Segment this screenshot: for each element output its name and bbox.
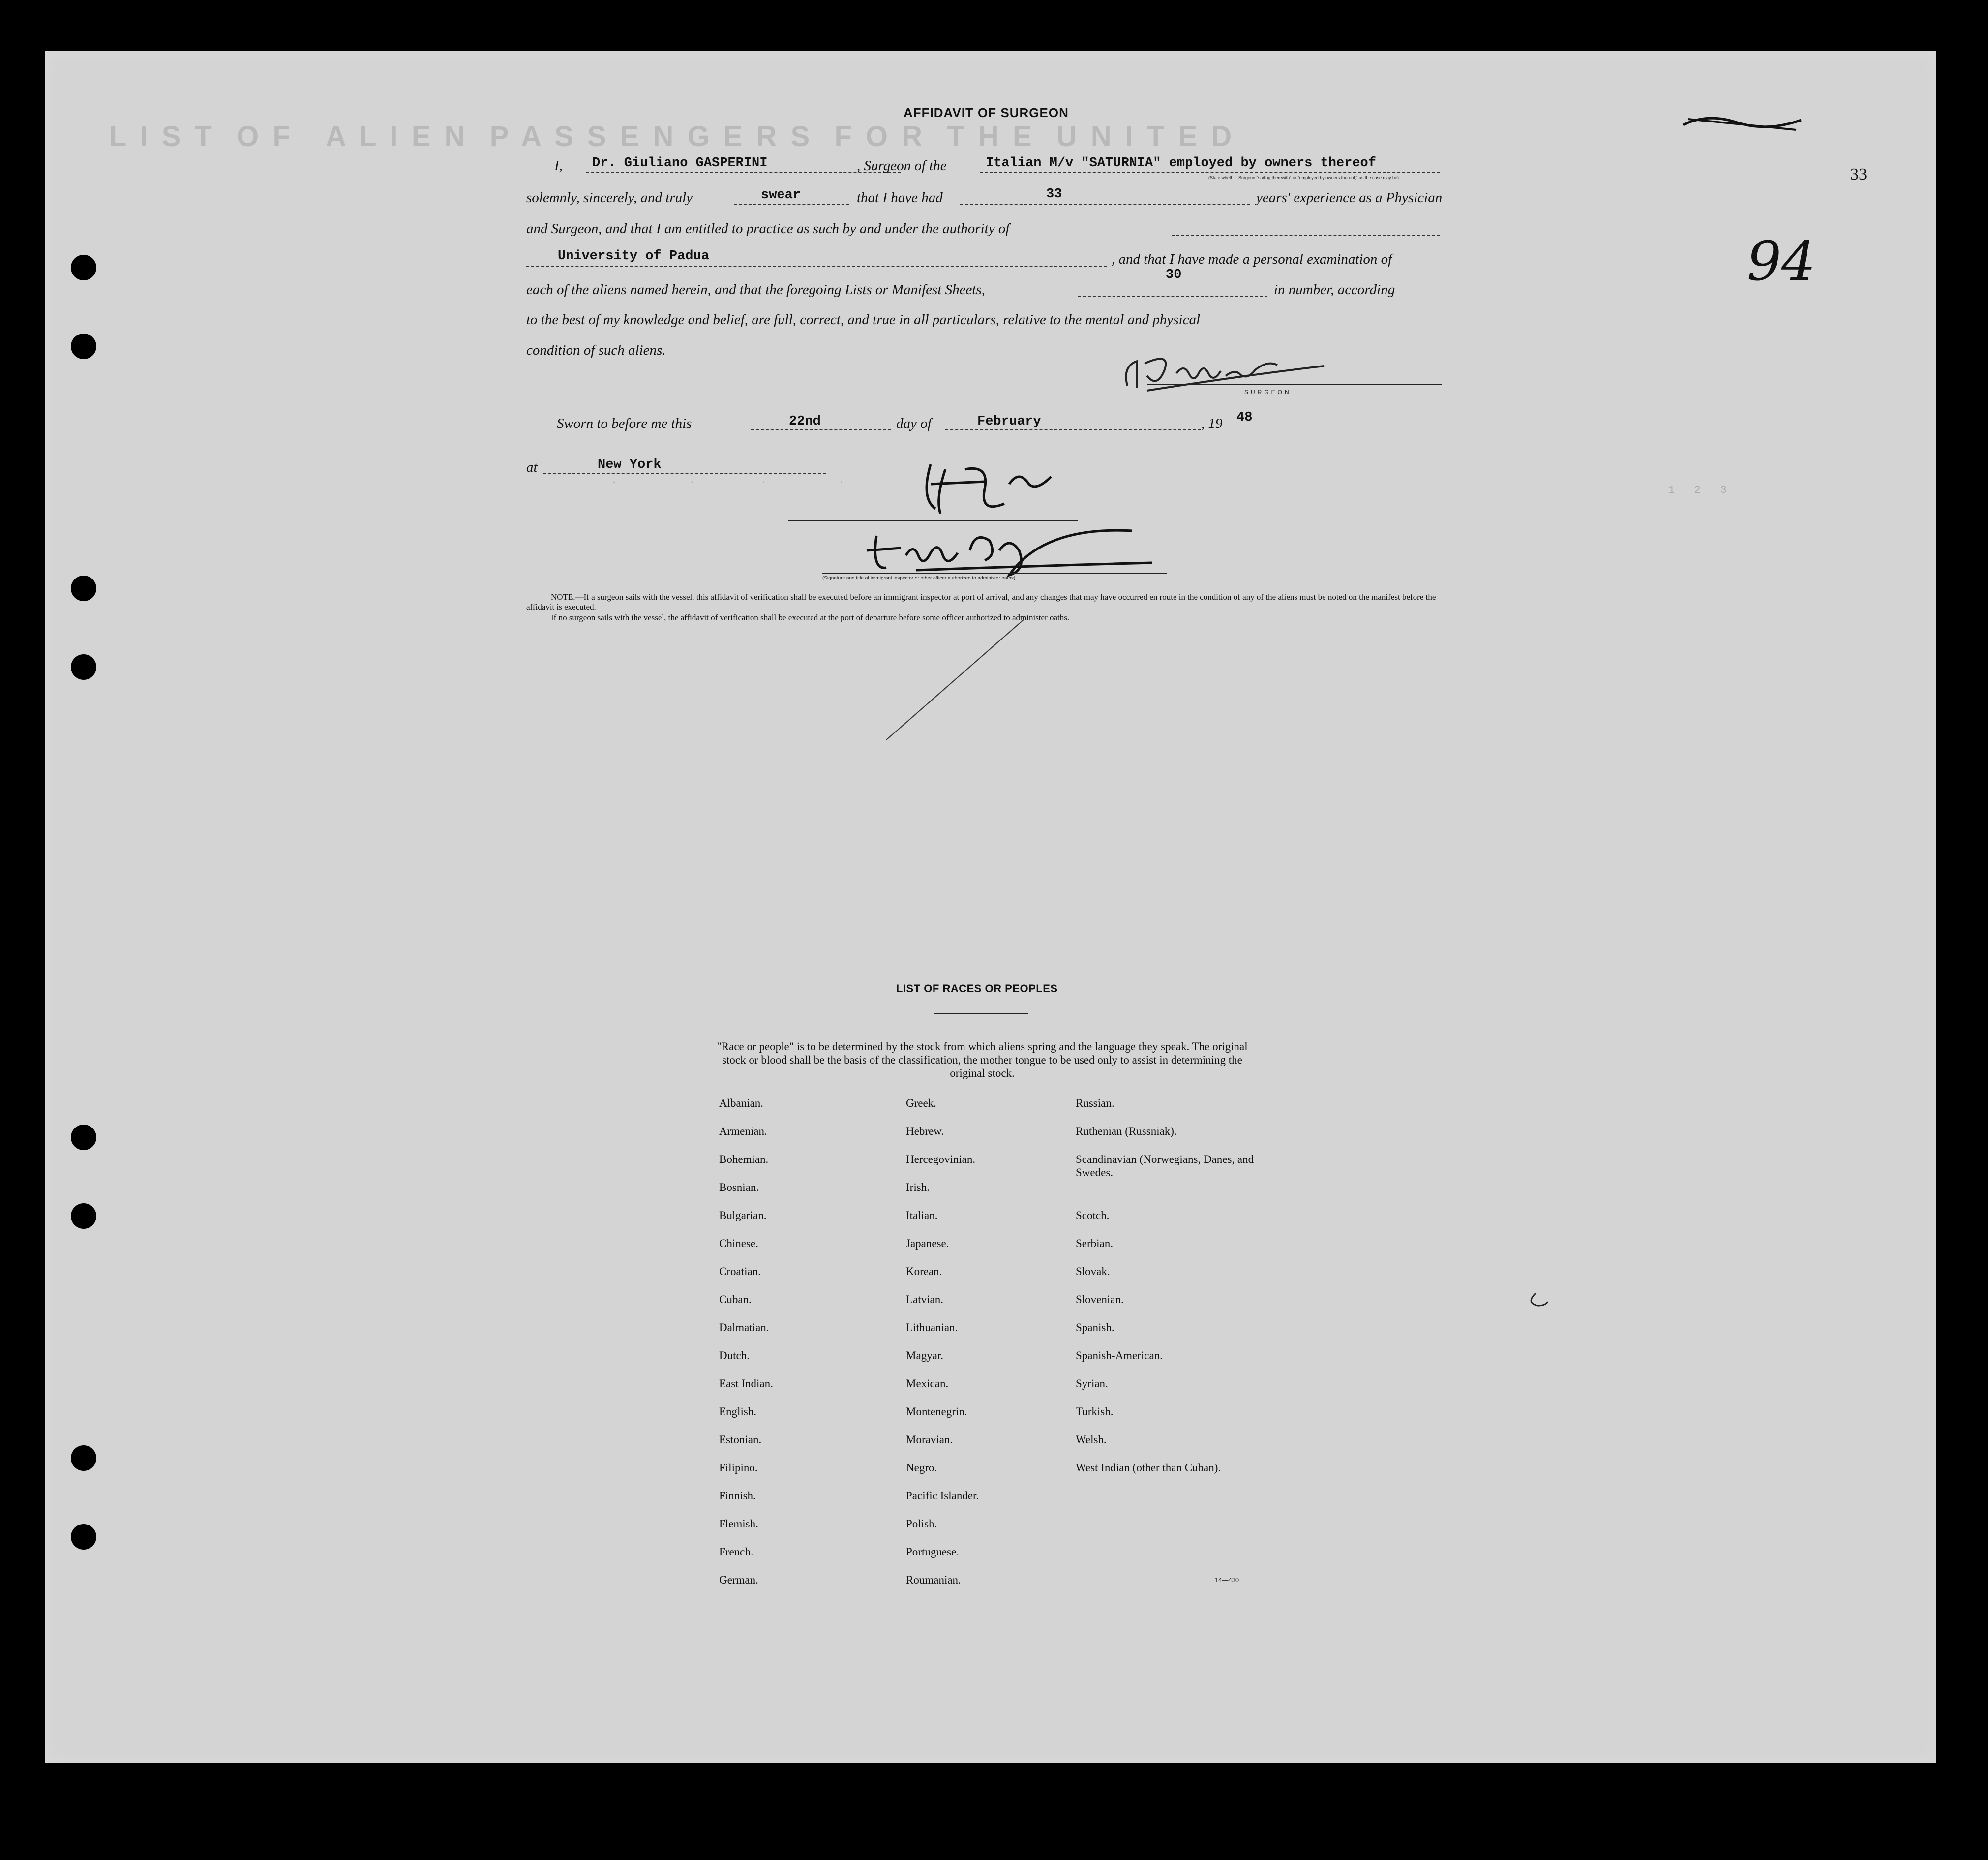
sworn-prefix: Sworn to before me this [557, 416, 692, 431]
vessel-line [980, 172, 1440, 173]
inspector-signature-line-2 [822, 573, 1167, 574]
races-heading: LIST OF RACES OR PEOPLES [896, 982, 1058, 995]
note-surgeon-sails: NOTE.—If a surgeon sails with the vessel, this affidavit of verification shall be executed before an immigrant inspector at port of arrival, and any changes that may have occurred en route in the condition of any of the aliens must be noted on the manifest before the affidavit is executed. [526, 592, 1436, 611]
race-item: East Indian. [719, 1377, 773, 1390]
form-number: 14—430 [1215, 1576, 1239, 1584]
race-item: Polish. [906, 1518, 937, 1530]
race-item: Ruthenian (Russniak). [1076, 1125, 1177, 1137]
line5-prefix: each of the aliens named herein, and that the foregoing Lists or Manifest Sheets, [526, 282, 985, 298]
race-item: Finnish. [719, 1490, 756, 1502]
line6: to the best of my knowledge and belief, are full, correct, and true in all particulars, relative to the mental and physical [526, 312, 1201, 328]
vessel-note: (State whether Surgeon "sailing therewith" or "employed by owners thereof," as the case may be) [1208, 175, 1399, 180]
at-label: at [526, 459, 538, 475]
note-no-surgeon: If no surgeon sails with the vessel, the affidavit of verification shall be executed at the port of departure before some officer authorized to administer oaths. [551, 613, 1070, 622]
line2-suffix: years' experience as a Physician [1256, 190, 1443, 206]
race-item: Spanish-American. [1076, 1349, 1163, 1362]
race-item: Flemish. [719, 1518, 758, 1530]
manifest-sheet [45, 51, 1936, 1763]
sworn-month: February [977, 414, 1041, 429]
races-column-3 [1076, 1097, 1267, 1489]
authority-line [1172, 235, 1440, 236]
race-item: Irish. [906, 1181, 930, 1193]
race-item: German. [719, 1574, 758, 1586]
race-item: Dutch. [719, 1349, 750, 1362]
line2-mid: that I have had [857, 190, 943, 206]
line2-prefix: solemnly, sincerely, and truly [526, 190, 693, 206]
race-item: Slovenian. [1076, 1293, 1124, 1306]
race-item: Dalmatian. [719, 1321, 769, 1334]
race-item: Pacific Islander. [906, 1490, 979, 1502]
race-item: Portuguese. [906, 1546, 959, 1558]
inspector-signature [911, 455, 1088, 518]
race-item: Bulgarian. [719, 1209, 767, 1221]
punch-hole [71, 1203, 96, 1229]
punch-hole [71, 334, 96, 359]
punch-hole [71, 576, 96, 601]
at-place: New York [598, 457, 662, 472]
punch-hole [71, 1445, 96, 1471]
pen-stroke [881, 617, 1029, 745]
page-number: 33 [1850, 165, 1867, 183]
years-line [960, 204, 1250, 205]
race-item: Chinese. [719, 1237, 758, 1250]
inspector-name-signature [857, 521, 1172, 578]
bleed-through-col: 1 2 3 [1668, 484, 1727, 496]
race-item: Turkish. [1076, 1405, 1114, 1418]
race-item: Moravian. [906, 1433, 953, 1446]
race-item: Italian. [906, 1209, 938, 1221]
race-item: Armenian. [719, 1125, 767, 1137]
race-item: Bohemian. [719, 1153, 769, 1165]
race-item: Croatian. [719, 1265, 761, 1278]
race-item: West Indian (other than Cuban). [1076, 1462, 1221, 1474]
surgeon-name-line [586, 172, 901, 173]
bleed-through-heading: L I S T O F A L I E N P A S S E N G E R S F O R T H E U N I T E D [109, 121, 1235, 152]
race-item: Albanian. [719, 1097, 764, 1109]
race-item: Mexican. [906, 1377, 949, 1390]
race-item: Spanish. [1076, 1321, 1114, 1334]
at-place-line [543, 473, 826, 474]
race-item: Russian. [1076, 1097, 1114, 1109]
surgeon-name: Dr. Giuliano GASPERINI [592, 156, 768, 171]
race-item: Syrian. [1076, 1377, 1108, 1390]
race-item: French. [719, 1546, 753, 1558]
affidavit-heading: AFFIDAVIT OF SURGEON [904, 105, 1069, 120]
races-intro: "Race or people" is to be determined by the stock from which aliens spring and the language they speak. The original stock or blood shall be the basis of the classification, the mother tongue to be used only to assist in determining the original stock. [717, 1040, 1248, 1079]
race-item: Latvian. [906, 1293, 943, 1306]
races-heading-rule [934, 1013, 1028, 1014]
sworn-day: 22nd [789, 414, 821, 429]
line5-suffix: in number, according [1274, 282, 1395, 298]
struck-through-stamp [1678, 110, 1806, 135]
race-item: Hebrew. [906, 1125, 944, 1137]
handwritten-number-text: 94 [1747, 231, 1816, 293]
line1-prefix: I, [554, 158, 563, 174]
race-item: Filipino. [719, 1462, 758, 1474]
punch-hole [71, 255, 96, 280]
punch-hole [71, 1524, 96, 1550]
race-item: Cuban. [719, 1293, 752, 1306]
sworn-year-prefix: , 19 [1201, 416, 1223, 431]
race-item: Roumanian. [906, 1574, 961, 1586]
line7: condition of such aliens. [526, 342, 666, 358]
line3: and Surgeon, and that I am entitled to practice as such by and under the authority of [526, 221, 1010, 237]
signature-caption: SURGEON [1244, 389, 1292, 396]
oath-line [734, 204, 849, 205]
surgeon-signature-line [1147, 384, 1442, 385]
race-item: Scandinavian (Norwegians, Danes, and Swedes. [1076, 1153, 1254, 1179]
punch-hole [71, 1125, 96, 1150]
race-item: Magyar. [906, 1349, 944, 1362]
race-item: Montenegrin. [906, 1405, 967, 1418]
oath-word: swear [761, 188, 801, 203]
race-item: Serbian. [1076, 1237, 1114, 1250]
sworn-year: 48 [1236, 410, 1253, 425]
pen-mark [1526, 1291, 1550, 1311]
sheets-count: 30 [1166, 268, 1182, 282]
race-item: Estonian. [719, 1433, 762, 1446]
race-item: Korean. [906, 1265, 942, 1278]
inspector-caption: (Signature and title of immigrant inspector or other officer authorized to administer oaths) [822, 576, 1016, 581]
races-column-1 [719, 1097, 773, 1601]
race-item: Japanese. [906, 1237, 949, 1250]
sheets-line [1078, 296, 1267, 297]
race-item: Negro. [906, 1462, 937, 1474]
sworn-month-line [945, 429, 1201, 430]
race-item: English. [719, 1405, 757, 1418]
university: University of Padua [558, 249, 709, 264]
sworn-day-of: day of [896, 416, 932, 431]
race-item: Welsh. [1076, 1433, 1107, 1446]
race-item: Lithuanian. [906, 1321, 958, 1334]
races-column-2 [906, 1097, 979, 1601]
race-item: Bosnian. [719, 1181, 759, 1193]
race-item: Greek. [906, 1097, 936, 1109]
years-experience: 33 [1046, 187, 1062, 202]
line1-mid: , Surgeon of the [857, 158, 947, 174]
sworn-day-line [751, 429, 891, 430]
race-item: Hercegovinian. [906, 1153, 976, 1165]
university-line [526, 266, 1107, 267]
race-item: Slovak. [1076, 1265, 1110, 1278]
race-item: Scotch. [1076, 1209, 1110, 1221]
line4-suffix: , and that I have made a personal examination of [1112, 251, 1392, 267]
punch-hole [71, 654, 96, 680]
handwritten-page-number [1742, 231, 1836, 295]
bleed-through-row: . . . . [611, 474, 845, 487]
vessel-name: Italian M/v "SATURNIA" employed by owners thereof [986, 156, 1376, 171]
